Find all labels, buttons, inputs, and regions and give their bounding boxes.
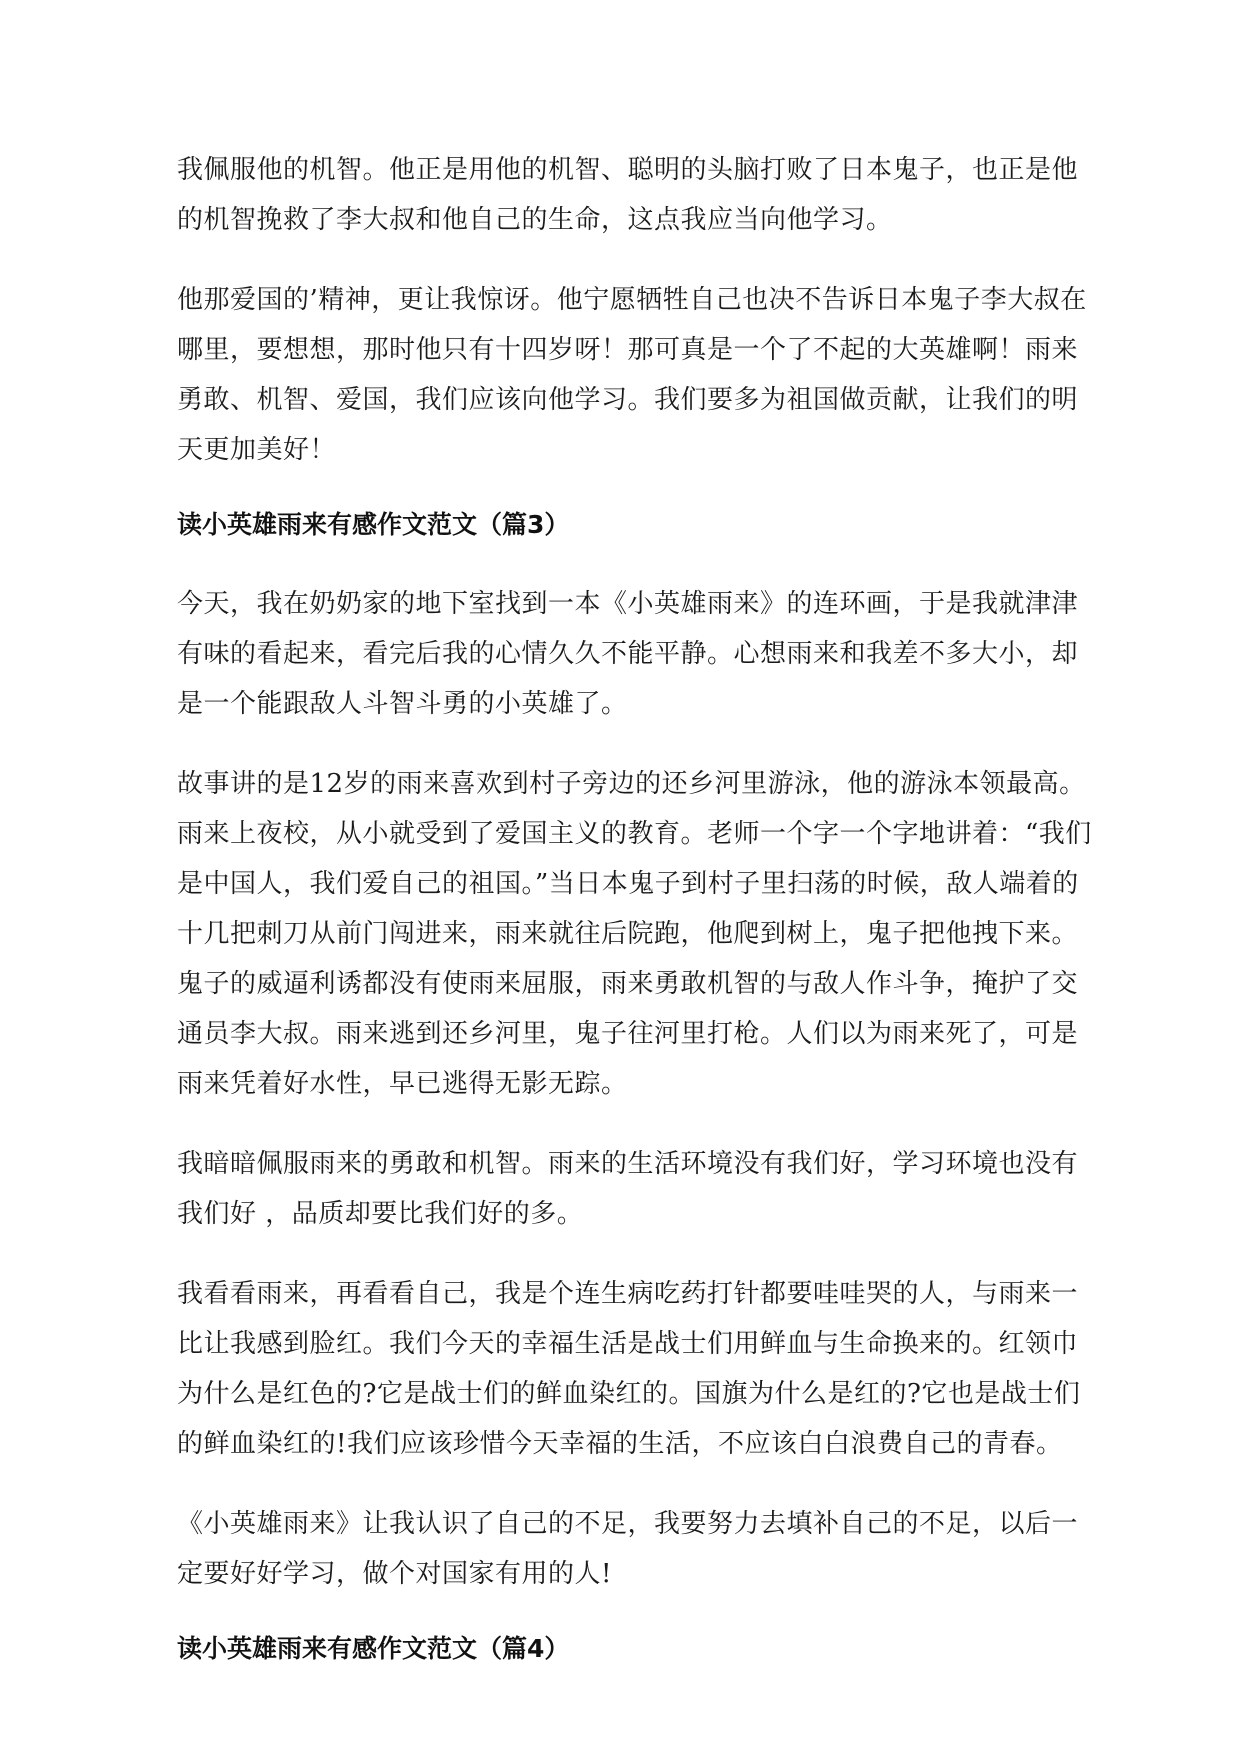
paragraph: 我暗暗佩服雨来的勇敢和机智。雨来的生活环境没有我们好，学习环境也没有我们好 ，品质却要比我们好的多。 <box>177 1149 1079 1229</box>
paragraph: 今天，我在奶奶家的地下室找到一本《小英雄雨来》的连环画，于是我就津津有味的看起来，看完后我的心情久久不能平静。心想雨来和我差不多大小，却是一个能跟敌人斗智斗勇的小英雄了。 <box>177 589 1079 719</box>
paragraph: 《小英雄雨来》让我认识了自己的不足，我要努力去填补自己的不足，以后一定要好好学习，做个对国家有用的人! <box>177 1509 1079 1589</box>
paragraph: 我佩服他的机智。他正是用他的机智、聪明的头脑打败了日本鬼子，也正是他的机智挽救了李大叔和他自己的生命，这点我应当向他学习。 <box>177 155 1079 235</box>
section-heading-4: 读小英雄雨来有感作文范文（篇4） <box>177 1634 570 1663</box>
document-body <box>177 145 1092 1703</box>
paragraph: 我看看雨来，再看看自己，我是个连生病吃药打针都要哇哇哭的人，与雨来一比让我感到脸红。我们今天的幸福生活是战士们用鲜血与生命换来的。红领巾为什么是红色的?它是战士们的鲜血染红的。国旗为什么是红的?它也是战士们的鲜血染红的!我们应该珍惜今天幸福的生活，不应该白白浪费自己的青春。 <box>177 1279 1081 1459</box>
section-heading-3: 读小英雄雨来有感作文范文（篇3） <box>177 510 570 539</box>
paragraph: 他那爱国的’精神，更让我惊讶。他宁愿牺牲自己也决不告诉日本鬼子李大叔在哪里，要想想，那时他只有十四岁呀！那可真是一个了不起的大英雄啊！雨来勇敢、机智、爱国，我们应该向他学习。我们要多为祖国做贡献，让我们的明天更加美好！ <box>177 285 1087 465</box>
paragraph: 故事讲的是12岁的雨来喜欢到村子旁边的还乡河里游泳，他的游泳本领最高。雨来上夜校，从小就受到了爱国主义的教育。老师一个字一个字地讲着：“我们是中国人，我们爱自己的祖国。”当日本鬼子到村子里扫荡的时候，敌人端着的十几把刺刀从前门闯进来，雨来就往后院跑，他爬到树上，鬼子把他拽下来。鬼子的威逼利诱都没有使雨来屈服，雨来勇敢机智的与敌人作斗争，掩护了交通员李大叔。雨来逃到还乡河里，鬼子往河里打枪。人们以为雨来死了，可是雨来凭着好水性，早已逃得无影无踪。 <box>177 769 1092 1099</box>
